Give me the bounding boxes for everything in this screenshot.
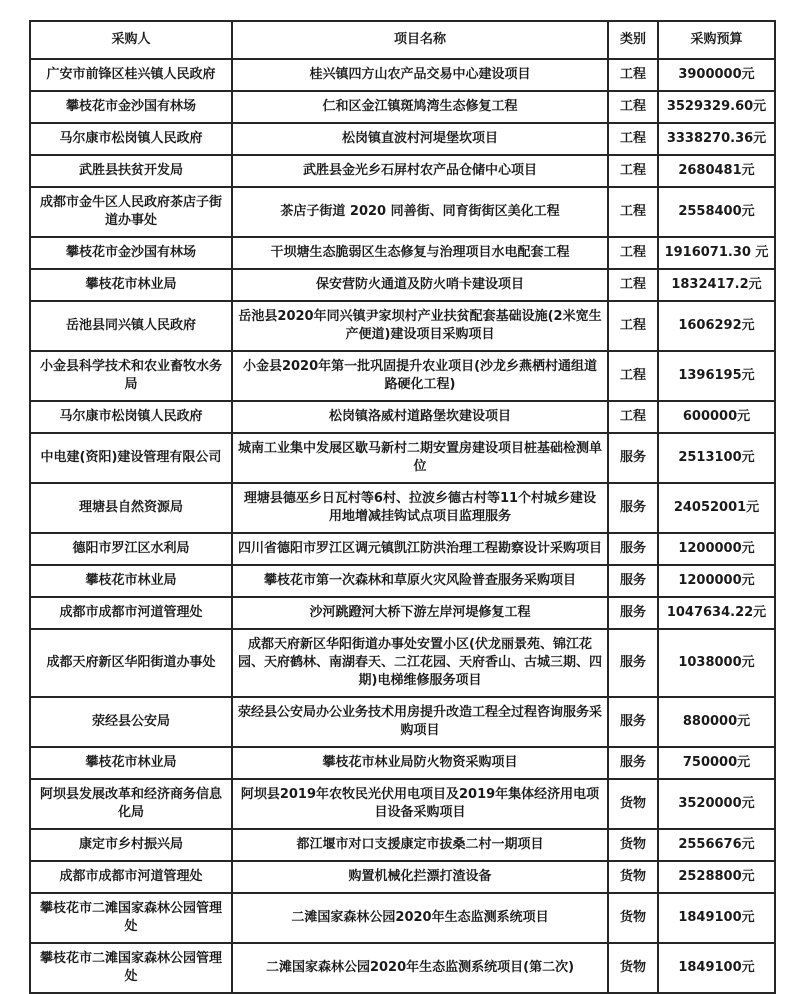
- budget-cell: 2680481元: [658, 155, 775, 187]
- table-row: [30, 943, 775, 993]
- procurement-table-container: [29, 20, 774, 994]
- category-cell: 工程: [608, 269, 658, 301]
- category-cell: 服务: [608, 697, 658, 747]
- purchaser-cell: 成都市成都市河道管理处: [30, 861, 232, 893]
- table-row: [30, 401, 775, 433]
- budget-cell: 3900000元: [658, 59, 775, 91]
- table-row: [30, 861, 775, 893]
- category-cell: 货物: [608, 861, 658, 893]
- project-cell: 购置机械化拦漂打渣设备: [232, 861, 608, 893]
- project-cell: 保安营防火通道及防火哨卡建设项目: [232, 269, 608, 301]
- table-row: [30, 565, 775, 597]
- purchaser-cell: 攀枝花市二滩国家森林公园管理处: [30, 943, 232, 993]
- table-row: [30, 483, 775, 533]
- project-cell: 松岗镇直波村河堤堡坎项目: [232, 123, 608, 155]
- budget-cell: 3338270.36元: [658, 123, 775, 155]
- purchaser-cell: 岳池县同兴镇人民政府: [30, 301, 232, 351]
- purchaser-cell: 攀枝花市金沙国有林场: [30, 237, 232, 269]
- budget-cell: 880000元: [658, 697, 775, 747]
- table-row: [30, 779, 775, 829]
- category-cell: 货物: [608, 943, 658, 993]
- project-cell: 茶店子街道 2020 同善街、同育街街区美化工程: [232, 187, 608, 237]
- table-header: [30, 21, 775, 59]
- category-cell: 工程: [608, 91, 658, 123]
- budget-cell: 3520000元: [658, 779, 775, 829]
- budget-cell: 1849100元: [658, 943, 775, 993]
- purchaser-cell: 荥经县公安局: [30, 697, 232, 747]
- budget-cell: 750000元: [658, 747, 775, 779]
- header-budget: 采购预算: [658, 21, 775, 59]
- project-cell: 小金县2020年第一批巩固提升农业项目(沙龙乡燕栖村通组道路硬化工程): [232, 351, 608, 401]
- project-cell: 荥经县公安局办公业务技术用房提升改造工程全过程咨询服务采购项目: [232, 697, 608, 747]
- project-cell: 成都天府新区华阳街道办事处安置小区(伏龙丽景苑、锦江花园、天府鹤林、南湖春天、二江花园、天府香山、古城三期、四期)电梯维修服务项目: [232, 629, 608, 697]
- budget-cell: 1849100元: [658, 893, 775, 943]
- project-cell: 岳池县2020年同兴镇尹家坝村产业扶贫配套基础设施(2米宽生产便道)建设项目采购项目: [232, 301, 608, 351]
- purchaser-cell: 广安市前锋区桂兴镇人民政府: [30, 59, 232, 91]
- budget-cell: 1606292元: [658, 301, 775, 351]
- purchaser-cell: 武胜县扶贫开发局: [30, 155, 232, 187]
- table-body: [30, 59, 775, 993]
- category-cell: 服务: [608, 629, 658, 697]
- budget-cell: 600000元: [658, 401, 775, 433]
- table-row: [30, 301, 775, 351]
- table-row: [30, 597, 775, 629]
- category-cell: 服务: [608, 433, 658, 483]
- purchaser-cell: 马尔康市松岗镇人民政府: [30, 123, 232, 155]
- project-cell: 松岗镇洛威村道路堡坎建设项目: [232, 401, 608, 433]
- purchaser-cell: 成都市金牛区人民政府茶店子街道办事处: [30, 187, 232, 237]
- purchaser-cell: 理塘县自然资源局: [30, 483, 232, 533]
- category-cell: 服务: [608, 533, 658, 565]
- project-cell: 攀枝花市林业局防火物资采购项目: [232, 747, 608, 779]
- budget-cell: 1200000元: [658, 565, 775, 597]
- category-cell: 工程: [608, 351, 658, 401]
- category-cell: 货物: [608, 779, 658, 829]
- project-cell: 四川省德阳市罗江区调元镇凯江防洪治理工程勘察设计采购项目: [232, 533, 608, 565]
- purchaser-cell: 马尔康市松岗镇人民政府: [30, 401, 232, 433]
- table-row: [30, 629, 775, 697]
- project-cell: 阿坝县2019年农牧民光伏用电项目及2019年集体经济用电项目设备采购项目: [232, 779, 608, 829]
- project-cell: 仁和区金江镇斑鸠湾生态修复工程: [232, 91, 608, 123]
- table-row: [30, 697, 775, 747]
- category-cell: 工程: [608, 237, 658, 269]
- table-row: [30, 237, 775, 269]
- budget-cell: 1047634.22元: [658, 597, 775, 629]
- table-row: [30, 269, 775, 301]
- table-row: [30, 829, 775, 861]
- category-cell: 工程: [608, 187, 658, 237]
- purchaser-cell: 中电建(资阳)建设管理有限公司: [30, 433, 232, 483]
- category-cell: 工程: [608, 123, 658, 155]
- category-cell: 服务: [608, 565, 658, 597]
- project-cell: 攀枝花市第一次森林和草原火灾风险普查服务采购项目: [232, 565, 608, 597]
- category-cell: 货物: [608, 893, 658, 943]
- category-cell: 货物: [608, 829, 658, 861]
- category-cell: 工程: [608, 59, 658, 91]
- category-cell: 工程: [608, 301, 658, 351]
- header-project: 项目名称: [232, 21, 608, 59]
- table-row: [30, 155, 775, 187]
- project-cell: 桂兴镇四方山农产品交易中心建设项目: [232, 59, 608, 91]
- budget-cell: 24052001元: [658, 483, 775, 533]
- project-cell: 二滩国家森林公园2020年生态监测系统项目(第二次): [232, 943, 608, 993]
- project-cell: 武胜县金光乡石屏村农产品仓储中心项目: [232, 155, 608, 187]
- project-cell: 干坝塘生态脆弱区生态修复与治理项目水电配套工程: [232, 237, 608, 269]
- table-row: [30, 187, 775, 237]
- purchaser-cell: 攀枝花市林业局: [30, 565, 232, 597]
- category-cell: 工程: [608, 401, 658, 433]
- purchaser-cell: 成都市成都市河道管理处: [30, 597, 232, 629]
- purchaser-cell: 小金县科学技术和农业畜牧水务局: [30, 351, 232, 401]
- header-purchaser: 采购人: [30, 21, 232, 59]
- table-row: [30, 351, 775, 401]
- purchaser-cell: 攀枝花市二滩国家森林公园管理处: [30, 893, 232, 943]
- budget-cell: 2513100元: [658, 433, 775, 483]
- category-cell: 服务: [608, 483, 658, 533]
- budget-cell: 1200000元: [658, 533, 775, 565]
- budget-cell: 2556676元: [658, 829, 775, 861]
- budget-cell: 2528800元: [658, 861, 775, 893]
- budget-cell: 1038000元: [658, 629, 775, 697]
- purchaser-cell: 康定市乡村振兴局: [30, 829, 232, 861]
- project-cell: 沙河跳蹬河大桥下游左岸河堤修复工程: [232, 597, 608, 629]
- table-row: [30, 533, 775, 565]
- purchaser-cell: 成都天府新区华阳街道办事处: [30, 629, 232, 697]
- header-category: 类别: [608, 21, 658, 59]
- category-cell: 服务: [608, 597, 658, 629]
- project-cell: 二滩国家森林公园2020年生态监测系统项目: [232, 893, 608, 943]
- project-cell: 都江堰市对口支援康定市拔桑二村一期项目: [232, 829, 608, 861]
- table-row: [30, 91, 775, 123]
- table-row: [30, 433, 775, 483]
- budget-cell: 1396195元: [658, 351, 775, 401]
- table-row: [30, 59, 775, 91]
- category-cell: 工程: [608, 155, 658, 187]
- purchaser-cell: 德阳市罗江区水利局: [30, 533, 232, 565]
- header-row: [30, 21, 775, 59]
- project-cell: 城南工业集中发展区歇马新村二期安置房建设项目桩基础检测单位: [232, 433, 608, 483]
- purchaser-cell: 攀枝花市金沙国有林场: [30, 91, 232, 123]
- project-cell: 理塘县德巫乡日瓦村等6村、拉波乡德古村等11个村城乡建设用地增减挂钩试点项目监理服务: [232, 483, 608, 533]
- purchaser-cell: 攀枝花市林业局: [30, 747, 232, 779]
- purchaser-cell: 攀枝花市林业局: [30, 269, 232, 301]
- purchaser-cell: 阿坝县发展改革和经济商务信息化局: [30, 779, 232, 829]
- budget-cell: 2558400元: [658, 187, 775, 237]
- table-row: [30, 123, 775, 155]
- table-row: [30, 893, 775, 943]
- procurement-table: [29, 20, 776, 994]
- budget-cell: 1832417.2元: [658, 269, 775, 301]
- budget-cell: 1916071.30 元: [658, 237, 775, 269]
- category-cell: 服务: [608, 747, 658, 779]
- table-row: [30, 747, 775, 779]
- budget-cell: 3529329.60元: [658, 91, 775, 123]
